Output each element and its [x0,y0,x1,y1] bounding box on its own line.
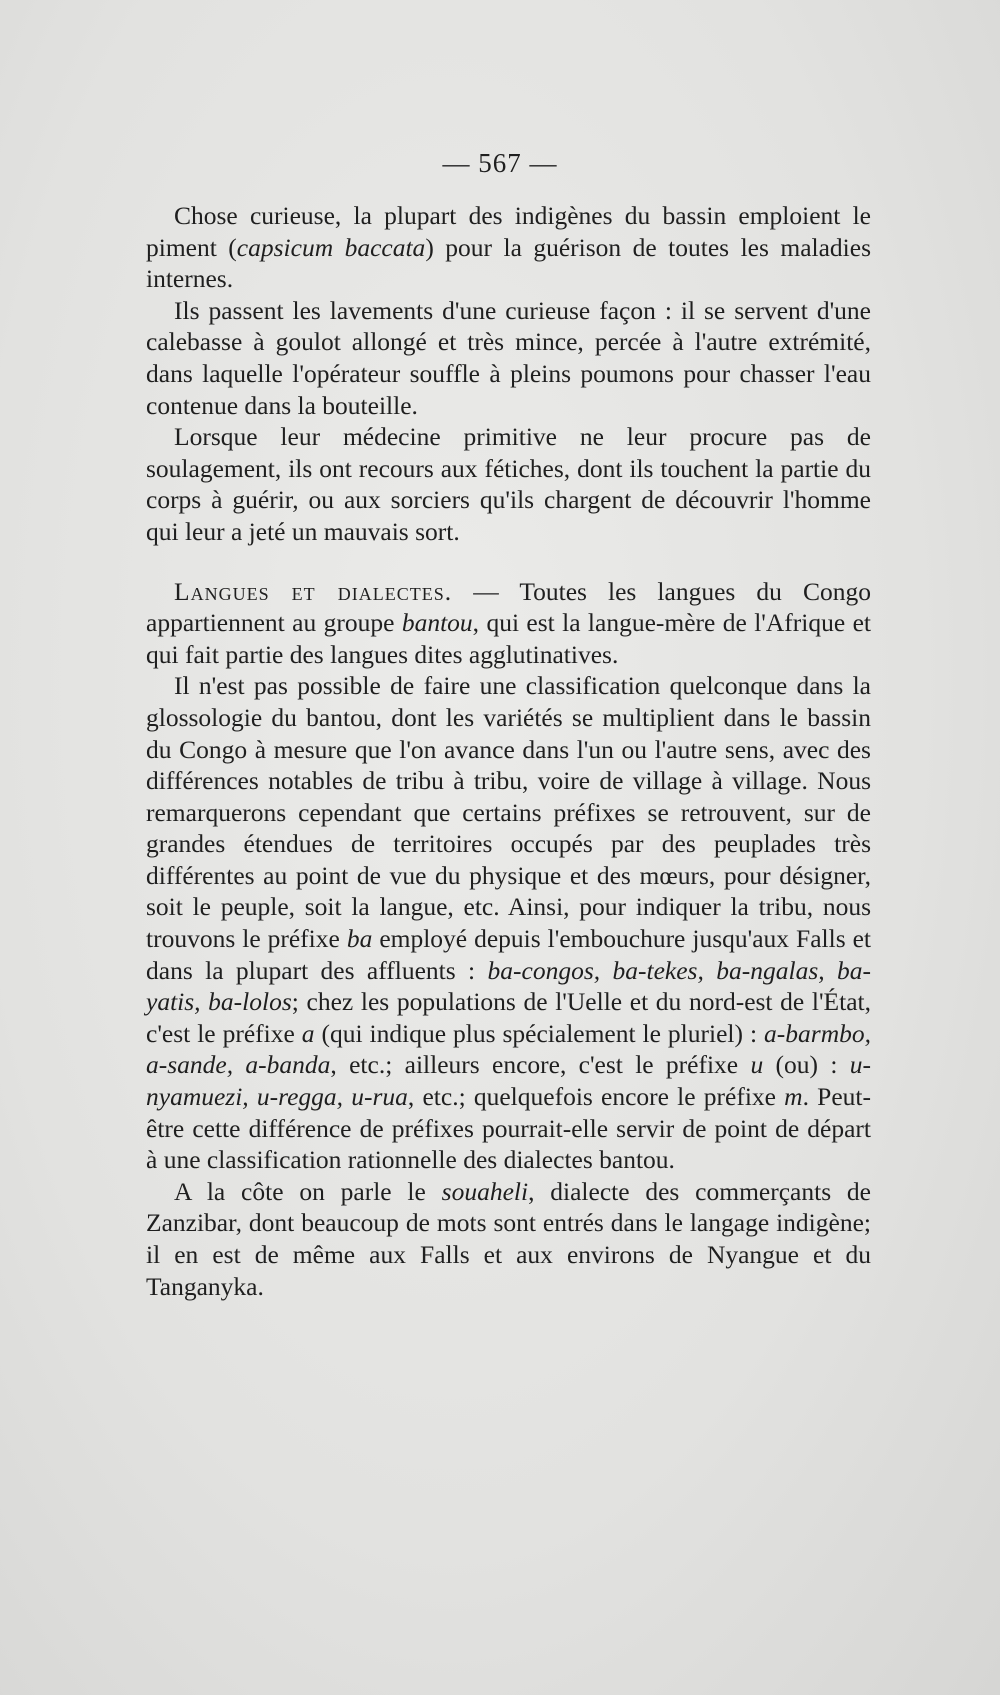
body-text [146,200,871,1302]
text-run: employé depuis l'embouchure jusqu'aux Falls et dans la plupart des affluents : [146,924,872,985]
page-number: — 567 — [442,148,558,178]
paragraph-languages [146,576,871,671]
text-run: ; chez les populations de l'Uelle et du nord-est de l'État, c'est le préfixe [146,987,872,1048]
italic-term: a-barmbo, a-sande, a-banda [146,1018,871,1080]
paragraph-pepper [146,200,871,295]
italic-term: ba [346,924,373,954]
text-run: ) pour la guérison de toutes les maladies internes. [146,232,871,294]
text-run: , dialecte des commerçants de Zanzibar, dont beaucoup de mots sont entrés dans le langage indigène; il en est de même aux Falls et aux environs de Nyangue et du Tanganyka. [146,1176,872,1301]
paragraph-prefixes [146,670,871,1176]
text-run: Il n'est pas possible de faire une classification quelconque dans la glossologie du bantou, dont les variétés se multiplient dans le bassin du Congo à mesure que l'on avance dans l'un ou l'autre sens, avec des différences notables de tribu à tribu, voire de village à village. Nous remarquerons cependant que certains préfixes se retrouvent, sur de grandes étendues de territoires occupés par des peuplades très différentes au point de vue du physique et des mœurs, pour désigner, soit le peuple, soit la langue, etc. Ainsi, pour indiquer la tribu, nous trouvons le préfixe [146,671,871,954]
italic-term: u-nyamuezi, u-regga, u-rua [146,1050,871,1112]
italic-term: ba-congos, ba-tekes, ba-ngalas, ba-yatis, ba-lolos [146,955,871,1017]
section-heading: Langues et dialectes. [174,576,453,606]
paragraph-fetishes: Lorsque leur médecine primitive ne leur procure pas de soulagement, ils ont recours aux fétiches, dont ils touchent la partie du corps à guérir, ou aux sorciers qu'ils chargent de découvrir l'homme qui leur a jeté un mauvais sort. [146,422,871,546]
text-run: — Toutes les langues du Congo appartiennent au groupe [146,576,871,638]
italic-term: m [784,1082,803,1112]
text-run: Chose curieuse, la plupart des indigènes du bassin emploient le piment ( [146,201,871,262]
text-run: (ou) : [763,1050,850,1080]
text-run: . Peut-être cette différence de préfixes pourrait-elle servir de point de départ à une classification rationnelle des dialectes bantou. [146,1082,871,1175]
text-run: A la côte on parle le [174,1176,442,1206]
italic-term: u [750,1050,764,1080]
italic-term: bantou [401,608,473,638]
text-run: , etc.; ailleurs encore, c'est le préfixe [330,1050,751,1080]
paragraph-souaheli [146,1176,871,1302]
italic-term: capsicum baccata [236,232,426,262]
italic-term: a [301,1018,315,1048]
text-run: , etc.; quelquefois encore le préfixe [407,1082,785,1112]
text-run: , qui est la langue-mère de l'Afrique et qui fait partie des langues dites agglutinatives. [146,608,871,669]
italic-term: souaheli [441,1176,529,1206]
paragraph-enemas: Ils passent les lavements d'une curieuse façon : il se servent d'une calebasse à goulot allongé et très mince, percée à l'autre extrémité, dans laquelle l'opérateur souffle à pleins poumons pour chasser l'eau contenue dans la bouteille. [146,295,871,420]
text-run: (qui indique plus spécialement le pluriel) : [314,1018,765,1048]
